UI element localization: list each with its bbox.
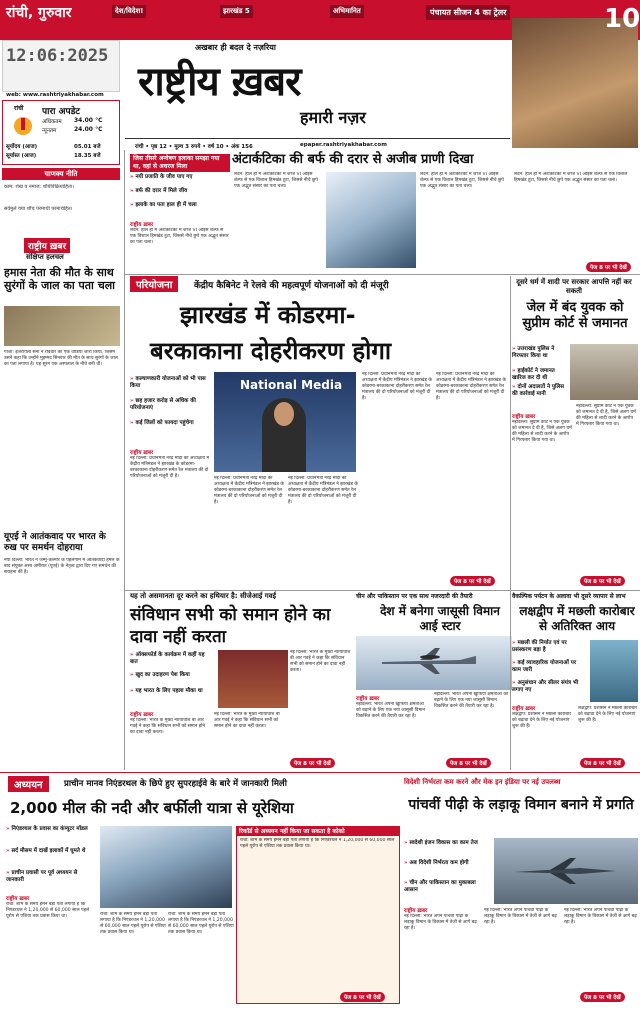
lakshadweep-headline: लक्षद्वीप में मछली कारोबार से अतिरिक्त आय: [519, 604, 635, 633]
lakshadweep-point-2: » कई व्यावहारिक योजनाओं पर काम जारी: [512, 660, 586, 674]
fighter-body-col2: नई दिल्ली: भारत अपने पांचवीं पीढ़ी के लड़ाकू विमान के विकास में तेजी से आगे बढ़ रहा है।: [484, 908, 557, 925]
constitution-headline: संविधान सभी को समान होने का दावा नहीं करता: [130, 605, 331, 647]
spy-byline: राष्ट्रीय ख़बर: [356, 696, 380, 702]
fighter-kicker: विदेशी निर्भरता कम करने और मेक इन इंडिया पर नई उपलब्ध: [404, 778, 561, 786]
railway-body-col2: नई दिल्ली: प्रधानमंत्री नरेंद्र मोदी की अध्यक्षता में केंद्रीय मंत्रिमंडल ने झारखंड के कोडरमा-बरकाकाना दोहरीकरण समेत रेल मंत्रालय की दो परियोजनाओं को मंजूरी दी है।: [214, 476, 284, 505]
tagline: अखबार ही बदल दे नज़रिया: [195, 43, 276, 52]
jail-byline: राष्ट्रीय ख़बर: [512, 414, 536, 420]
weather-city: रांची: [14, 105, 24, 112]
masthead-meta: रांची • पृष्ठ 12 • मूल्य 3 रुपये • वर्ष 10 • अंक 156: [135, 144, 253, 150]
city-day: रांची, गुरुवार: [6, 5, 72, 21]
sunset: 18.35 बजे: [74, 153, 101, 159]
railway-headline-2: बरकाकाना दोहरीकरण होगा: [150, 337, 392, 365]
railway-body-col3: नई दिल्ली: प्रधानमंत्री नरेंद्र मोदी की अध्यक्षता में केंद्रीय मंत्रिमंडल ने झारखंड के कोडरमा-बरकाकाना दोहरीकरण समेत रेल मंत्रालय की दो परियोजनाओं को मंजूरी दी है।: [288, 476, 358, 505]
antarctica-point-3: » इलाके का पता हाल ही में चला: [130, 202, 230, 209]
jet-icon: [510, 856, 620, 886]
politics-body: गाजा: इजरायली सेना ने रविवार को एक वीडियो जारी किया, जिसमें उसने कहा कि उन्होंने मुहम्मद सिनवार की मौत के साथ सुरंगों के जाल का पता लगाया है। यह सुरंग एक अस्पताल के नीचे बनी थी।: [4, 350, 118, 367]
research-continue[interactable]: पेज 8 पर भी देखें: [340, 992, 385, 1002]
railway-point-2: » छह हजार करोड़ से अधिक की परियोजनाएं: [130, 398, 210, 412]
research-kicker: प्राचीन मानव निएंडरथल के छिपे हुए सुपरहाईवे के बारे में जानकारी मिली: [64, 779, 287, 789]
railway-body-col1: नई दिल्ली: प्रधानमंत्री नरेंद्र मोदी की अध्यक्षता में केंद्रीय मंत्रिमंडल ने झारखंड के कोडरमा-बरकाकाना दोहरीकरण समेत रेल मंत्रालय की दो परियोजनाओं को मंजूरी दी है।: [130, 456, 210, 479]
min-temp: 24.00 °C: [74, 126, 103, 133]
antarctica-tag: जिस तीसरे अन्वेषण इलाका समझा गया था, वहां से अचरज मिला: [130, 154, 230, 172]
masthead-subtitle: हमारी नज़र: [300, 108, 366, 127]
lakshadweep-body-col2: लक्षद्वीप: प्रशासन ने मछली कारोबार को बढ़ावा देने के लिए नई योजनाएं शुरू की हैं।: [578, 706, 638, 723]
antarctica-photo: [326, 172, 416, 268]
lakshadweep-point-1: » मछली की निर्यात एवं पर प्रसंस्करण बड़ा है: [512, 640, 586, 654]
fighter-byline: राष्ट्रीय ख़बर: [404, 908, 428, 914]
fishing-photo: [590, 640, 638, 702]
research-point-3: » प्राचीन प्रवासी पर पूर्व अध्ययन से जानकारी: [6, 870, 96, 884]
fighter-point-2: » अब विदेशी निर्भरता कम होगी: [404, 860, 490, 867]
topbar-item-1[interactable]: देश/विदेश!: [112, 5, 146, 18]
lakshadweep-kicker: वैकल्पिक पर्यटन के अलावा भी दूसरे व्यापार से लाभ: [512, 593, 626, 600]
lakshadweep-point-3: » अनुसंधान और सीलर संयंत्र भी लगाए गए: [512, 680, 586, 694]
fighter-body: नई दिल्ली: भारत अपने पांचवीं पीढ़ी के लड़ाकू विमान के विकास में तेजी से आगे बढ़ रहा है।: [404, 914, 477, 931]
sunrise: 05.01 बजे: [74, 144, 101, 150]
spy-body: नईदिल्ली: भारत अपनी खुफिया क्षमताओं को बढ़ाने के लिए एक नया जासूसी विमान विकसित करने की तैयारी कर रहा है।: [356, 702, 425, 719]
research-body: रांची: शाम के समय हमने बड़ा पता लगाया है कि निएंडरथल ने 1,20,000 से 60,000 साल पहले यूरोप से एशिया तक प्रवास किया था।: [6, 902, 90, 919]
constitution-byline: राष्ट्रीय ख़बर: [130, 712, 154, 718]
jail-point-3: » दोनों अदालतों ने पुलिस की कार्रवाई मानी: [512, 384, 568, 398]
topbar-item-2[interactable]: झारखंड 5: [220, 5, 253, 18]
constitution-continue[interactable]: पेज 8 पर भी देखें: [290, 758, 335, 768]
research-box-body: रांची: शाम के समय हमने बड़ा पता लगाया है कि निएंडरथल ने 1,20,000 से 60,000 साल पहले यूरोप से एशिया तक प्रवास किया था।: [240, 838, 395, 849]
fighter-point-3: » चीन और पाकिस्तान का मुकाबला आसान: [404, 880, 490, 894]
quote-title: चाणक्य नीति: [2, 168, 120, 180]
jail-body-col2: नईदिल्ली: सुप्रीम कोर्ट ने एक युवक को जमानत दे दी है, जिसे अलग धर्म की महिला से शादी करने के आरोप में गिरफ्तार किया गया था।: [576, 404, 636, 427]
jail-continue[interactable]: पेज 8 पर भी देखें: [580, 576, 625, 586]
constitution-body-col2: नई दिल्ली: भारत के मुख्य न्यायाधीश बी आर गवई ने कहा कि संविधान सभी को समान होने का दावा नहीं करता।: [214, 712, 280, 729]
sunset-label: सूर्यास्त (आज): [6, 153, 37, 159]
railway-body-col5: नई दिल्ली: प्रधानमंत्री नरेंद्र मोदी की अध्यक्षता में केंद्रीय मंत्रिमंडल ने झारखंड के कोडरमा-बरकाकाना दोहरीकरण समेत रेल मंत्रालय की दो परियोजनाओं को मंजूरी दी है।: [436, 372, 506, 401]
lakshadweep-body: लक्षद्वीप: प्रशासन ने मछली कारोबार को बढ़ावा देने के लिए नई योजनाएं शुरू की हैं।: [512, 712, 572, 729]
research-point-1: » निएंडरथल के प्रवास का कंप्यूटर मॉडल: [6, 826, 96, 833]
issue-date: 12:06:2025: [6, 46, 109, 66]
col-rule-left: [124, 150, 125, 770]
spy-body-col2: नईदिल्ली: भारत अपनी खुफिया क्षमताओं को बढ़ाने के लिए एक नया जासूसी विमान विकसित करने की तैयारी कर रहा है।: [434, 692, 509, 709]
jail-point-2: » हाईकोर्ट ने जमानत खारिज कर दी थी: [512, 368, 568, 382]
antarctica-body-col2: लंदन: हाल ही में अंटार्कटिका में जॉर्ज VI आइस शेल्फ से एक विशाल हिमखंड टूटा, जिससे नीचे छुपे एक अद्भुत संसार का पता चला।: [234, 172, 318, 189]
railway-point-1: » कल्याणकारी योजनाओं को भी पास किया: [130, 376, 210, 390]
epaper-address: epaper.rashtriyakhabar.com: [300, 142, 387, 148]
spy-kicker: चीन और पाकिस्तान पर एक साथ नजरदारी की तैयारी: [356, 593, 473, 600]
constitution-point-1: » ऑक्सफोर्ड के कार्यक्रम में कहीं यह बात: [130, 652, 214, 666]
constitution-body-col3: नई दिल्ली: भारत के मुख्य न्यायाधीश बी आर गवई ने कहा कि संविधान सभी को समान होने का दावा नहीं करता।: [290, 650, 351, 673]
quote-line-1: काम: शेख व नमाज: शौर्यविक्रियाहिता।: [4, 184, 74, 190]
fighter-headline: पांचवीं पीढ़ी के लड़ाकू विमान बनाने में प्रगति: [408, 797, 634, 813]
jail-kicker: दूसरे धर्म में शादी पर सरकार आपत्ति नहीं कर सकती: [516, 278, 632, 295]
thermometer-icon: [12, 115, 34, 137]
research-body-col3: रांची: शाम के समय हमने बड़ा पता लगाया है कि निएंडरथल ने 1,20,000 से 60,000 साल पहले यूरोप से एशिया तक प्रवास किया था।: [168, 912, 234, 935]
constitution-body: नई दिल्ली: भारत के मुख्य न्यायाधीश बी आर गवई ने कहा कि संविधान सभी को समान होने का दावा नहीं करता।: [130, 718, 205, 735]
politics-body-2: नयी दिल्ली: भारत ने जम्मू-कश्मीर के पहलगाम में आतंकवादी हमले के बाद संयुक्त अरब अमीरात (यूएई) के नेतृत्व द्वारा दिए गए समर्थन की सराहना की है।: [4, 558, 120, 575]
supreme-court-photo: [570, 344, 638, 400]
research-point-2: » सर्द मौसम में दाखें इलाकों में घूमते थे: [6, 848, 96, 855]
section-rule-2: [125, 590, 640, 591]
lakshadweep-continue[interactable]: पेज 8 पर भी देखें: [580, 758, 625, 768]
constitution-kicker: यह तो असमानता दूर करने का हथियार है: सीजेआई गवई: [130, 592, 277, 600]
research-label: अध्ययन: [8, 776, 49, 792]
topbar-item-3[interactable]: अभिमानित: [330, 5, 364, 18]
topbar-item-4[interactable]: पंचायत सीजन 4 का ट्रेलर: [426, 5, 510, 20]
sunrise-label: सूर्योदय (आज): [6, 144, 38, 150]
railway-point-3: » कई जिलों को फायदा पहुंचेगा: [130, 420, 210, 427]
railway-body-col4: नई दिल्ली: प्रधानमंत्री नरेंद्र मोदी की अध्यक्षता में केंद्रीय मंत्रिमंडल ने झारखंड के कोडरमा-बरकाकाना दोहरीकरण समेत रेल मंत्रालय की दो परियोजनाओं को मंजूरी दी है।: [362, 372, 432, 401]
railway-tag: परियोजना: [130, 276, 178, 292]
research-body-col2: रांची: शाम के समय हमने बड़ा पता लगाया है कि निएंडरथल ने 1,20,000 से 60,000 साल पहले यूरोप से एशिया तक प्रवास किया था।: [100, 912, 166, 935]
promo-image[interactable]: [512, 18, 638, 148]
politics-badge: [24, 238, 70, 253]
antarctica-body-col3: लंदन: हाल ही में अंटार्कटिका में जॉर्ज VI आइस शेल्फ से एक विशाल हिमखंड टूटा, जिससे नीचे छुपे एक अद्भुत संसार का पता चला।: [420, 172, 504, 189]
section-rule-1: [125, 274, 640, 275]
research-byline: राष्ट्रीय ख़बर: [6, 896, 30, 902]
antarctica-headline: अंटार्कटिका की बर्फ की दरार से अजीब प्राणी दिखा: [232, 152, 474, 167]
jail-headline: जेल में बंद युवक को सुप्रीम कोर्ट से जमानत: [522, 300, 628, 331]
page-number: 10: [604, 4, 640, 34]
research-headline: 2,000 मील की नदी और बर्फीली यात्रा से यूरेशिया: [10, 799, 294, 817]
cji-photo: [218, 650, 288, 708]
jail-point-1: » उत्तराखंड पुलिस ने गिरफ्तार किया था: [512, 346, 568, 360]
lakshadweep-byline: राष्ट्रीय ख़बर: [512, 706, 536, 712]
col-rule-right: [510, 276, 511, 770]
railway-kicker: केंद्रीय कैबिनेट ने रेलवे की महत्वपूर्ण योजनाओं को दी मंजूरी: [194, 281, 389, 291]
antarctica-body: लंदन: हाल ही में अंटार्कटिका में जॉर्ज VI आइस शेल्फ से एक विशाल हिमखंड टूटा, जिससे नीचे छुपे एक अद्भुत संसार का पता चला।: [130, 228, 229, 245]
fighter-point-1: » स्वदेशी इंजन विकास का काम तेज: [404, 840, 490, 847]
fighter-body-col3: नई दिल्ली: भारत अपने पांचवीं पीढ़ी के लड़ाकू विमान के विकास में तेजी से आगे बढ़ रहा है।: [564, 908, 637, 925]
neanderthal-photo: [100, 826, 232, 908]
max-temp: 34.00 °C: [74, 117, 103, 124]
weather-title: पारा अपडेट: [42, 107, 80, 117]
politics-badge-text: राष्ट्रीय ख़बर: [28, 242, 67, 252]
research-rule: [0, 772, 640, 773]
railway-byline: राष्ट्रीय ख़बर: [130, 450, 154, 456]
railway-headline-1: झारखंड में कोडरमा-: [180, 301, 356, 329]
jail-body: नईदिल्ली: सुप्रीम कोर्ट ने एक युवक को जमानत दे दी है, जिसे अलग धर्म की महिला से शादी करने के आरोप में गिरफ्तार किया गया था।: [512, 420, 572, 443]
quote-line-2: सर्वमुले वया शौच परमार्थी परमार्थहित।: [4, 206, 73, 212]
masthead-rule: [125, 138, 510, 139]
politics-headline: हमास नेता की मौत के साथ सुरंगों के जाल का पता चला: [4, 266, 115, 292]
research-box-title: रिकॉर्ड से अध्ययन नहीं किया जा सकता है कोको: [236, 826, 400, 836]
max-temp-label: अधिकतम: [42, 119, 62, 125]
min-temp-label: न्यूनतम: [42, 128, 57, 134]
antarctica-byline: राष्ट्रीय ख़बर: [130, 222, 154, 228]
constitution-point-2: » खुद का उदाहरण पेश किया: [130, 672, 214, 679]
plane-icon: [380, 646, 480, 676]
spy-continue[interactable]: पेज 8 पर भी देखें: [446, 758, 491, 768]
fighter-continue[interactable]: पेज 8 पर भी देखें: [580, 992, 625, 1002]
railway-photo-banner: National Media: [240, 378, 343, 392]
constitution-point-3: » यह भारत के लिए पहला मौका था: [130, 688, 214, 695]
minister-face: [274, 402, 294, 426]
antarctica-body-col4: लंदन: हाल ही में अंटार्कटिका में जॉर्ज VI आइस शेल्फ से एक विशाल हिमखंड टूटा, जिससे नीचे छुपे एक अद्भुत संसार का पता चला।: [514, 172, 628, 183]
antarctica-point-2: » बर्फ की दरार में मिले जीव: [130, 188, 230, 195]
politics-badge-2: संक्षिप्त हलचल: [26, 253, 64, 261]
railway-continue[interactable]: पेज 8 पर भी देखें: [450, 576, 495, 586]
antarctica-point-1: » नयी प्रजाति के जीव पाए गए: [130, 174, 230, 181]
web-address: web: www.rashtriyakhabar.com: [6, 92, 104, 98]
politics-photo: [4, 306, 120, 346]
politics-headline-2: यूएई ने आतंकवाद पर भारत के रुख पर समर्थन दोहराया: [4, 532, 106, 553]
spy-headline: देश में बनेगा जासूसी विमान आई स्टार: [380, 604, 500, 633]
masthead-title: राष्ट्रीय ख़बर: [138, 59, 301, 105]
antarctica-continue[interactable]: पेज 8 पर भी देखें: [586, 262, 631, 272]
